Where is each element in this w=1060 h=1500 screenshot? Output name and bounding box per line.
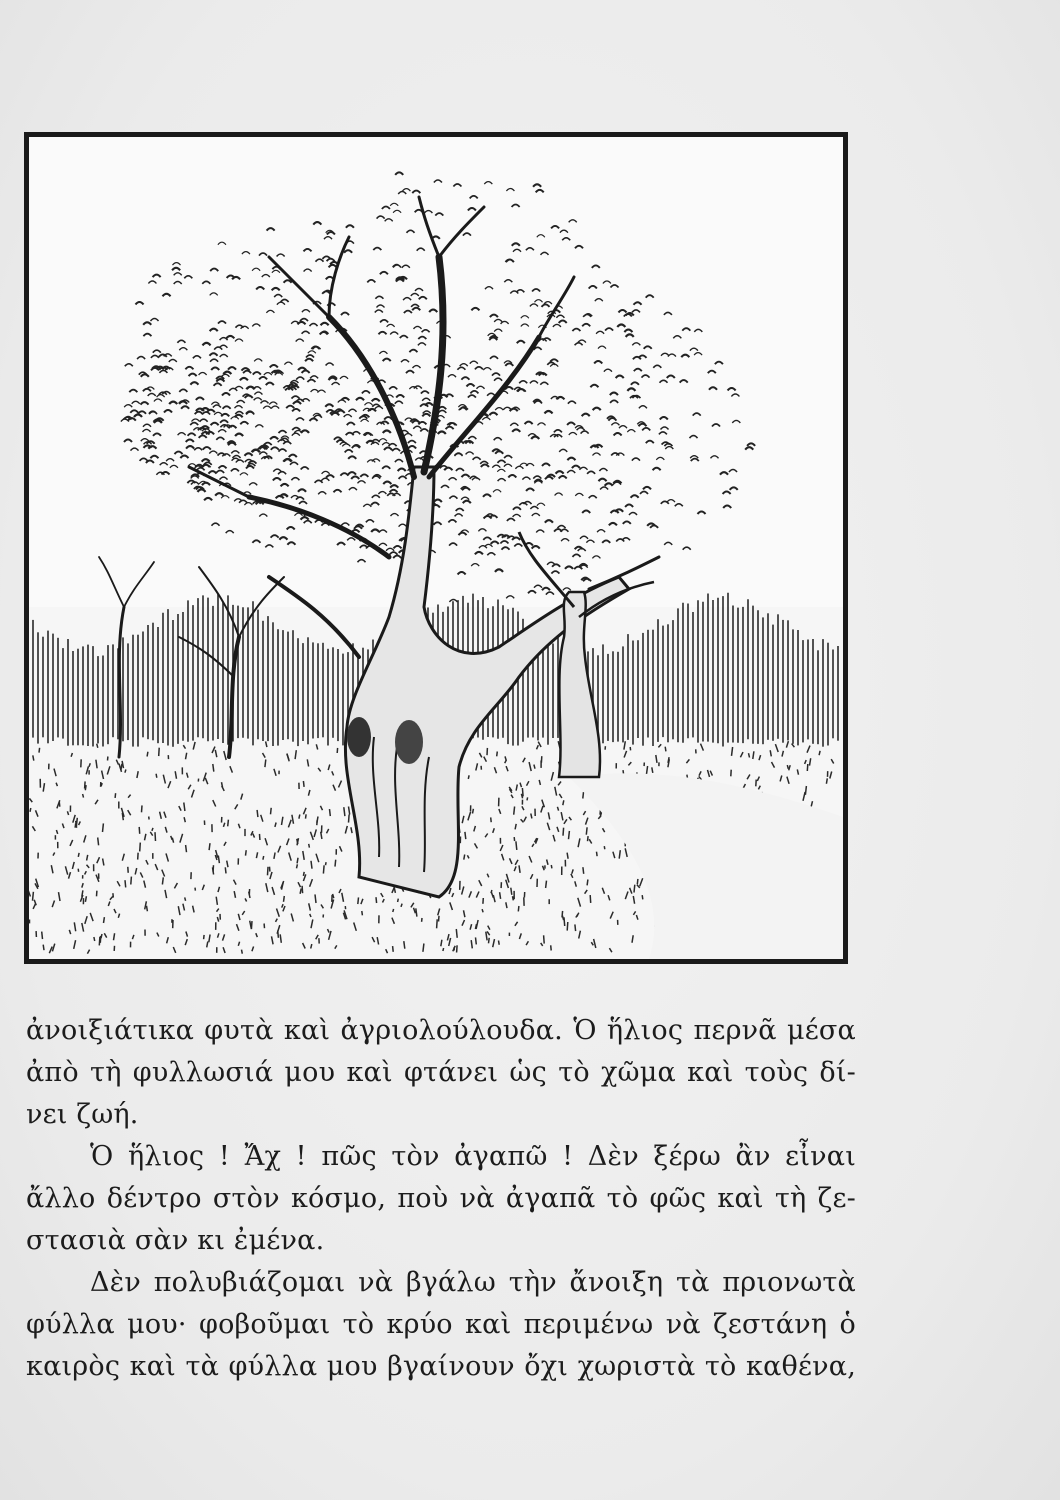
text-line: ἀπὸ τὴ φυλλωσιά μου καὶ φτάνει ὡς τὸ χῶμα καὶ τοὺς δί- [26, 1057, 856, 1088]
body-text [26, 1010, 856, 1388]
text-line: Δὲν πολυβιάζομαι νὰ βγάλω τὴν ἄνοιξη τὰ πριονωτὰ [90, 1267, 856, 1298]
text-line: Ὁ ἥλιος ! Ἄχ ! πῶς τὸν ἀγαπῶ ! Δὲν ξέρω ἂν εἶναι [90, 1141, 856, 1172]
text-line: στασιὰ σὰν κι ἐμένα. [26, 1225, 325, 1256]
tree-engraving-svg [29, 137, 843, 959]
text-line: φύλλα μου· φοβοῦμαι τὸ κρύο καὶ περιμένω νὰ ζεστάνη ὁ [26, 1309, 856, 1340]
tree-engraving-illustration [24, 132, 848, 964]
text-line: νει ζωή. [26, 1099, 139, 1130]
text-line: ἀνοιξιάτικα φυτὰ καὶ ἀγριολούλουδα. Ὁ ἥλιος περνᾶ μέσα [26, 1015, 856, 1046]
text-line: ἄλλο δέντρο στὸν κόσμο, ποὺ νὰ ἀγαπᾶ τὸ φῶς καὶ τὴ ζε- [26, 1183, 856, 1214]
text-line: καιρὸς καὶ τὰ φύλλα μου βγαίνουν ὄχι χωριστὰ τὸ καθένα, [26, 1351, 856, 1382]
